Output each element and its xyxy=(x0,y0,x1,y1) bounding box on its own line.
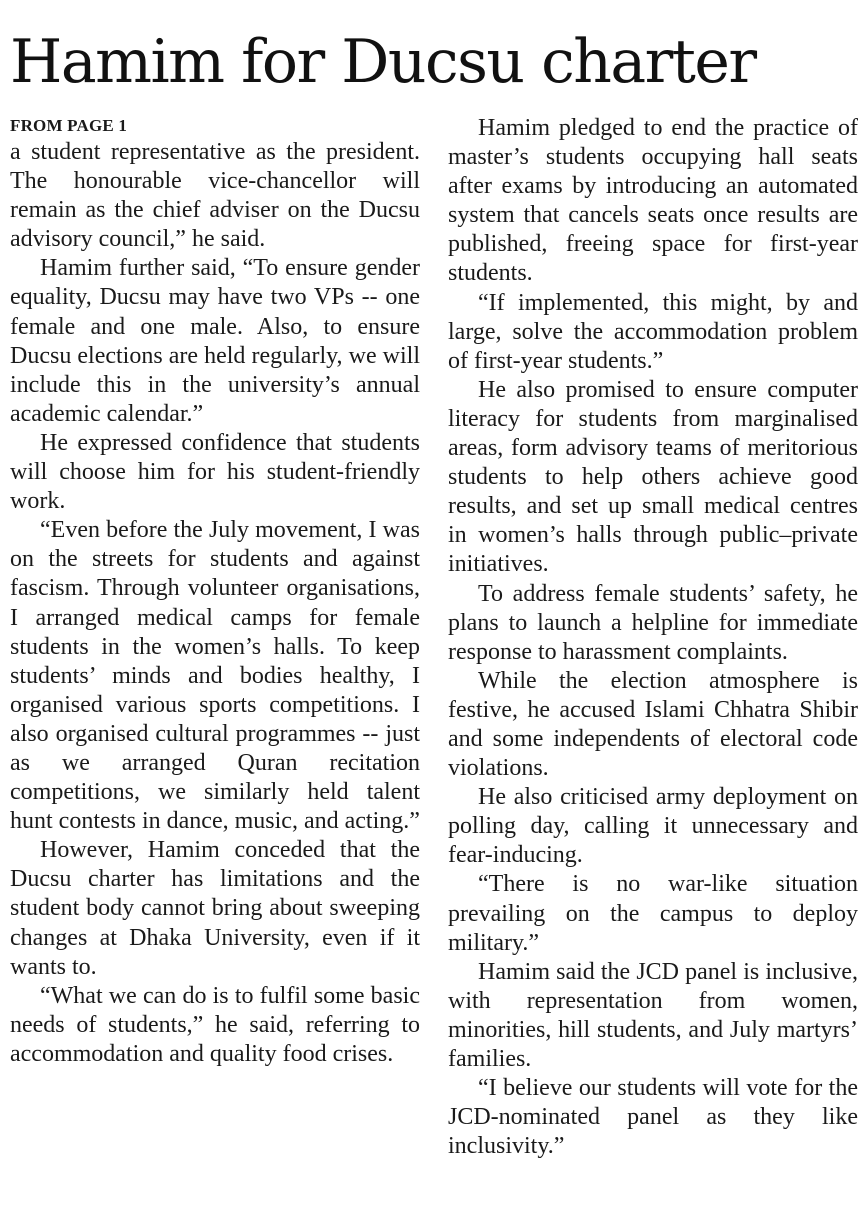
article-column-right xyxy=(448,114,858,1161)
article-paragraph: Hamim said the JCD panel is inclusive, with representation from women, minorities, hill students, and July martyrs’ families. xyxy=(448,958,858,1072)
article-paragraph: “There is no war-like situation prevailing on the campus to deploy military.” xyxy=(448,871,858,956)
headline: Hamim for Ducsu charter xyxy=(10,27,756,97)
article-paragraph: “I believe our students will vote for the JCD-nominated panel as they like inclusivity.” xyxy=(448,1075,858,1160)
article-paragraph: “If implemented, this might, by and large, solve the accommodation problem of first-year students.” xyxy=(448,289,858,374)
article-paragraph: To address female students’ safety, he plans to launch a helpline for immediate response to harassment complaints. xyxy=(448,580,858,665)
article-paragraph: While the election atmosphere is festive, he accused Islami Chhatra Shibir and some independents of electoral code violations. xyxy=(448,667,858,782)
article-paragraph: “Even before the July movement, I was on the streets for students and against fascism. Through volunteer organisations, I arranged medical camps for female students in the women’s halls. To keep students’ minds and bodies healthy, I organised various sports competitions. I also organised cultural programmes -- just as we arranged Quran recitation competitions, we similarly held talent hunt contests in dance, music, and acting.” xyxy=(10,517,420,835)
article-paragraph: Hamim pledged to end the practice of master’s students occupying hall seats after exams by introducing an automated system that cancels seats once results are published, freeing space for first-year students. xyxy=(448,115,858,287)
continuation-kicker: FROM PAGE 1 xyxy=(10,116,128,135)
article-paragraph: He also criticised army deployment on polling day, calling it unnecessary and fear-inducing. xyxy=(448,784,858,869)
article-paragraph: However, Hamim conceded that the Ducsu charter has limitations and the student body cannot bring about sweeping changes at Dhaka University, even if it wants to. xyxy=(10,837,420,980)
article-paragraph: “What we can do is to fulfil some basic needs of students,” he said, referring to accommodation and quality food crises. xyxy=(10,982,420,1067)
article-paragraph: He also promised to ensure computer literacy for students from marginalised areas, form advisory teams of meritorious students to help others achieve good results, and set up small medical centres in women’s halls through public–private initiatives. xyxy=(448,376,858,578)
article-paragraph: He expressed confidence that students will choose him for his student-friendly work. xyxy=(10,429,420,515)
article-paragraph: a student representative as the president. The honourable vice-chancellor will remain as the chief adviser on the Ducsu advisory council,” he said. xyxy=(10,139,420,253)
article-paragraph: Hamim further said, “To ensure gender equality, Ducsu may have two VPs -- one female and one male. Also, to ensure Ducsu elections are held regularly, we will include this in the university’s annual academic calendar.” xyxy=(10,255,420,427)
article-column-left xyxy=(10,113,420,1069)
